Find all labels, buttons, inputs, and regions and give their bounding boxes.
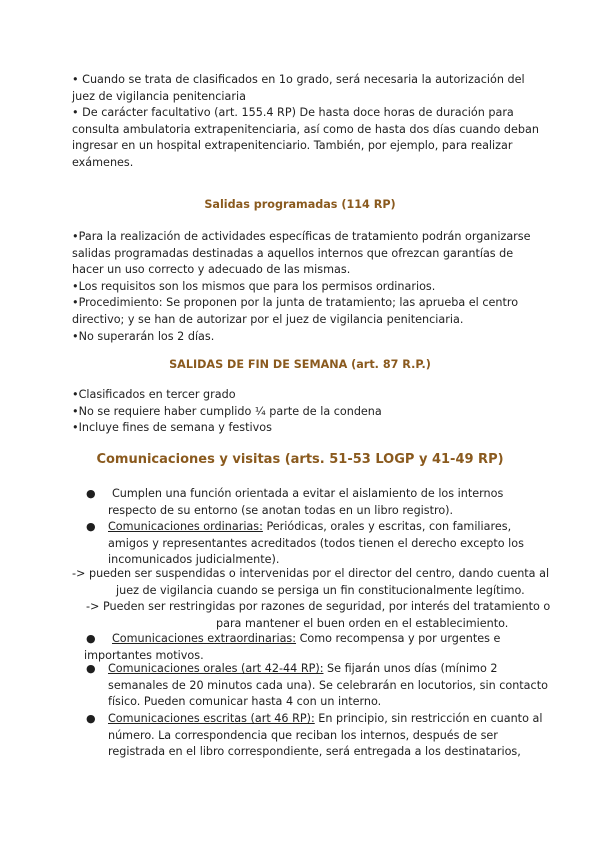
text-line: Cumplen una función orientada a evitar el aislamiento de los internos (112, 487, 504, 500)
underlined-term: Comunicaciones extraordinarias: (112, 632, 297, 645)
text-line: •Para la realización de actividades específicas de tratamiento podrán organizarse (72, 230, 531, 243)
text-span: Como recompensa y por urgentes e (296, 632, 501, 645)
bullet-icon: ● (86, 520, 96, 533)
text-line: • De carácter facultativo (art. 155.4 RP) De hasta doce horas de duración para (72, 106, 514, 120)
section-heading-salidas-fin-semana: SALIDAS DE FIN DE SEMANA (art. 87 R.P.) (169, 358, 431, 371)
text-span: Se fijarán unos días (mínimo 2 (323, 662, 498, 675)
arrow-note (86, 599, 551, 632)
text-line: salidas programadas destinadas a aquellos internos que ofrezcan garantías de (72, 246, 514, 260)
text-line: para mantener el buen orden en el establecimiento. (216, 616, 509, 630)
bullet-icon: ● (86, 487, 96, 500)
text-line: físico. Pueden comunicar hasta 4 con un interno. (108, 695, 382, 709)
text-line: •Procedimiento: Se proponen por la junta de tratamiento; las aprueba el centro (72, 296, 519, 310)
section-heading-salidas-programadas: Salidas programadas (114 RP) (204, 198, 396, 211)
text-line: semanales de 20 minutos cada una). Se celebrarán en locutorios, sin contacto (108, 678, 548, 692)
list-item (84, 631, 548, 664)
text-line: número. La correspondencia que reciban los internos, después de ser (108, 728, 498, 742)
underlined-term: Comunicaciones escritas (art 46 RP): (108, 712, 315, 725)
intro-paragraph (72, 72, 539, 172)
text-line: hacer un uso correcto y adecuado de las mismas. (72, 263, 351, 277)
bullet-icon: ● (86, 632, 96, 645)
text-line: amigos y representantes acreditados (todos tienen el derecho excepto los (108, 536, 524, 550)
text-line: • Cuando se trata de clasificados en 1o grado, será necesaria la autorización del (72, 73, 525, 86)
text-line: juez de vigilancia penitenciaria (72, 89, 246, 103)
text-line: -> Pueden ser restringidas por razones de seguridad, por interés del tratamiento o (86, 600, 551, 613)
text-span: Periódicas, orales y escritas, con familiares, (262, 520, 512, 533)
text-line: respecto de su entorno (se anotan todas en un libro registro). (108, 503, 454, 517)
list-item (86, 661, 548, 711)
text-span: En principio, sin restricción en cuanto al (314, 712, 543, 725)
text-line: importantes motivos. (84, 648, 204, 662)
text-line: directivo; y se han de autorizar por el juez de vigilancia penitenciaria. (72, 312, 464, 326)
section-heading-comunicaciones: Comunicaciones y visitas (arts. 51-53 LOGP y 41-49 RP) (96, 452, 504, 467)
text-line: •No superarán los 2 días. (72, 329, 215, 343)
text-line: incomunicados judicialmente). (108, 553, 280, 567)
text-line: juez de vigilancia cuando se persiga un fin constitucionalmente legítimo. (116, 583, 525, 597)
arrow-note (72, 566, 550, 599)
underlined-term: Comunicaciones ordinarias: (108, 520, 263, 533)
list-item (86, 519, 548, 569)
text-line: exámenes. (72, 155, 134, 169)
bullet-icon: ● (86, 662, 96, 675)
salidas-programadas-paragraph (72, 229, 532, 345)
text-line: •Los requisitos son los mismos que para los permisos ordinarios. (72, 279, 436, 293)
underlined-term: Comunicaciones orales (art 42-44 RP): (108, 662, 324, 675)
text-line: •No se requiere haber cumplido ¹⁄₄ parte de la condena (72, 404, 382, 418)
text-line: consulta ambulatoria extrapenitenciaria, así como de hasta dos días cuando deban (72, 122, 539, 136)
text-line: •Clasificados en tercer grado (72, 388, 236, 401)
text-line: -> pueden ser suspendidas o intervenidas por el director del centro, dando cuenta al (72, 567, 550, 580)
text-line: •Incluye fines de semana y festivos (72, 421, 272, 435)
bullet-icon: ● (86, 712, 96, 725)
salidas-fin-semana-paragraph (72, 387, 532, 437)
text-line: ingresar en un hospital extrapenitenciario. También, por ejemplo, para realizar (72, 139, 513, 153)
text-line: registrada en el libro correspondiente, será entregada a los destinatarios, (108, 745, 521, 759)
list-item (86, 711, 548, 761)
list-item (86, 486, 548, 519)
